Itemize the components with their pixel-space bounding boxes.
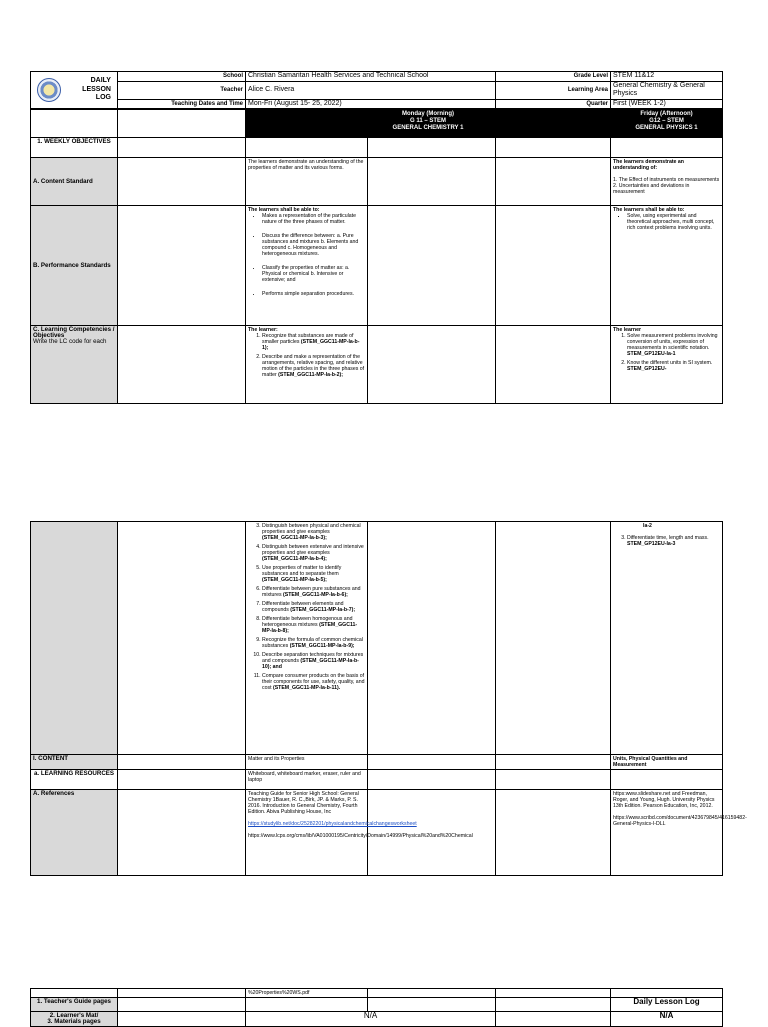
logo-cell	[31, 72, 118, 109]
chem-performance-item: • Makes a representation of the particulate nature of the three phases of matter.	[262, 213, 365, 225]
chem-lc-item: 7. Differentiate between elements and compounds (STEM_GGC11-MP-Ia-b-7);	[262, 601, 365, 613]
chem-lc-item: 11. Compare consumer products on the basis of their components for use, safety, quality, and cost (STEM_GGC11-MP-Ia-b-11).	[262, 673, 365, 691]
content-standard-label: A. Content Standard	[31, 158, 118, 206]
quarter-value: First (WEEK 1-2)	[611, 99, 723, 109]
phys-learning-competencies: The learner 1. Solve measurement problems involving conversion of units, expression of measurements in scientific notation. STEM_GP12EU-Ia-1 2. Know the different units in SI system. STEM_GP12EU-	[611, 326, 723, 404]
school-label: School	[118, 72, 246, 82]
deped-seal-icon	[37, 78, 61, 102]
chem-na: N/A	[246, 1012, 496, 1027]
learning-resources-label: a. LEARNING RESOURCES	[31, 770, 118, 790]
dates-label: Teaching Dates and Time	[118, 99, 246, 109]
references-label: A. References	[31, 790, 118, 876]
chem-reference-cont: %20Properties%20WS.pdf	[246, 989, 368, 998]
teacher-value: Alice C. Rivera	[246, 81, 496, 99]
chem-learning-competencies-cont	[246, 522, 368, 755]
teacher-label: Teacher	[118, 81, 246, 99]
chem-lc-item: 3. Distinguish between physical and chemical properties and give examples (STEM_GGC11-MP-Ia-b-3);	[262, 523, 365, 541]
chem-performance-item: • Classify the properties of matter as: a. Physical or chemical b. Intensive or extensive; and	[262, 265, 365, 283]
friday-column-header: Friday (Afternoon) G12 – STEM GENERAL PHYSICS 1	[611, 110, 723, 138]
chem-lc-item: 5. Use properties of matter to identify substances and to separate them (STEM_GGC11-MP-Ia-b-5);	[262, 565, 365, 583]
chem-resources: Whiteboard, whiteboard marker, eraser, ruler and laptop	[246, 770, 368, 790]
performance-standards-label: B. Performance Standards	[31, 206, 118, 326]
chem-references: Teaching Guide for Senior High School: General Chemistry 1Bauer, R. C.,Birk, JP. & Marks, P. S. 2016. Introduction to General Chemistry, Fourth Edition. Abiva Publishing House, Inc https://studylib.net/doc/25282201/physicalandchemicalchangesworksheet https://www.lcps.org/cms/lib/VA01000195/Centricity/Domain/14999/Physical%20and%20Chemical	[246, 790, 368, 876]
phys-learning-competencies-cont: Ia-2 3. Differentiate time, length and mass. STEM_GP12EU-Ia-3	[611, 522, 723, 755]
area-value: General Chemistry & General Physics	[611, 81, 723, 99]
teachers-guide-label: 1. Teacher's Guide pages	[31, 998, 118, 1012]
area-label: Learning Area	[496, 81, 611, 99]
learners-material-label: 2. Learner's Mat/ 3. Materials pages	[31, 1012, 118, 1027]
chem-lc-item: 1. Recognize that substances are made of smaller particles (STEM_GGC11-MP-Ia-b-1);	[262, 333, 365, 351]
chem-lc-item: 8. Differentiate between homogenous and heterogeneous mixtures (STEM_GGC11-MP-Ia-b-8);	[262, 616, 365, 634]
phys-content: Units, Physical Quantities and Measurement	[611, 755, 723, 770]
chem-content: Matter and its Properties	[246, 755, 368, 770]
grade-value: STEM 11&12	[611, 72, 723, 82]
chem-lc-item: 6. Differentiate between pure substances and mixtures (STEM_GGC11-MP-Ia-b-6);	[262, 586, 365, 598]
chem-lc-list-continued	[248, 523, 365, 691]
school-value: Christian Samaritan Health Services and Technical School	[246, 72, 496, 82]
chem-performance-list	[248, 213, 365, 297]
phys-na: N/A	[611, 1012, 723, 1027]
lesson-table-page-3	[30, 988, 723, 1027]
phys-performance-standards: The learners shall be able to: ▪ Solve, using experimental and theoretical approaches, multi concept, rich context problems involving units.	[611, 206, 723, 326]
chem-reference-link[interactable]: https://studylib.net/doc/25282201/physicalandchemicalchangesworksheet	[248, 821, 417, 827]
weekly-objectives-label: 1. WEEKLY OBJECTIVES	[31, 138, 118, 158]
chem-performance-standards: The learners shall be able to: • Makes a representation of the particulate nature of the three phases of matter. • Discuss the difference between: a. Pure substances and mixtures b. Elements and compound c. Homogeneous and heterogeneous mixtures. • Classify the properties of matter as: a. Physical or chemical b. Intensive or extensive; and • Performs simple separation procedures.	[246, 206, 368, 326]
grade-label: Grade Level	[496, 72, 611, 82]
lesson-table-page-2	[30, 521, 747, 876]
chem-lc-item: 9. Recognize the formula of common chemical substances (STEM_GGC11-MP-Ia-b-9);	[262, 637, 365, 649]
learning-competencies-label: C. Learning Competencies / Objectives Write the LC code for each	[31, 326, 118, 404]
phys-content-standard: The learners demonstrate an understanding of: 1. The Effect of instruments on measurements 2. Uncertainties and deviations in measurement	[611, 158, 723, 206]
chem-learning-competencies: The learner: 1. Recognize that substances are made of smaller particles (STEM_GGC11-MP-Ia-b-1); 2. Describe and make a representation of the arrangements, relative spacing, and relative motion of the particles in the three phases of matter (STEM_GGC11-MP-Ia-b-2);	[246, 326, 368, 404]
monday-column-header: Monday (Morning) G 11 – STEM GENERAL CHEMISTRY 1	[246, 110, 611, 138]
chem-content-standard: The learners demonstrate an understanding of the properties of matter and its various forms.	[246, 158, 368, 206]
dates-value: Mon-Fri (August 15- 25, 2022)	[246, 99, 496, 109]
chem-lc-item: 2. Describe and make a representation of the arrangements, relative spacing, and relative motion of the particles in the three phases of matter (STEM_GGC11-MP-Ia-b-2);	[262, 354, 365, 378]
chem-lc-list	[248, 333, 365, 378]
chem-lc-item: 10. Describe separation techniques for mixtures and compounds (STEM_GGC11-MP-Ia-b-10); and	[262, 652, 365, 670]
chem-performance-item: • Performs simple separation procedures.	[262, 291, 365, 297]
dll-title: DAILY LESSON LOG	[82, 77, 111, 102]
header-table	[30, 71, 723, 109]
content-label: I. CONTENT	[31, 755, 118, 770]
chem-lc-item: 4. Distinguish between extensive and intensive properties and give examples (STEM_GGC11-MP-Ia-b-4);	[262, 544, 365, 562]
quarter-label: Quarter	[496, 99, 611, 109]
lesson-table-page-1	[30, 109, 723, 404]
phys-references: https:www.slideshare.net and Freedman, Roger, and Young, Hugh. University Physics 13th Edition. Pearson Education, Inc, 2012. https://www.scribd.com/document/423679845/416159482-General-Physics-I-DLL	[611, 790, 723, 876]
phys-dll-title: Daily Lesson Log	[611, 998, 723, 1012]
chem-performance-item: • Discuss the difference between: a. Pure substances and mixtures b. Elements and compound c. Homogeneous and heterogeneous mixtures.	[262, 233, 365, 257]
